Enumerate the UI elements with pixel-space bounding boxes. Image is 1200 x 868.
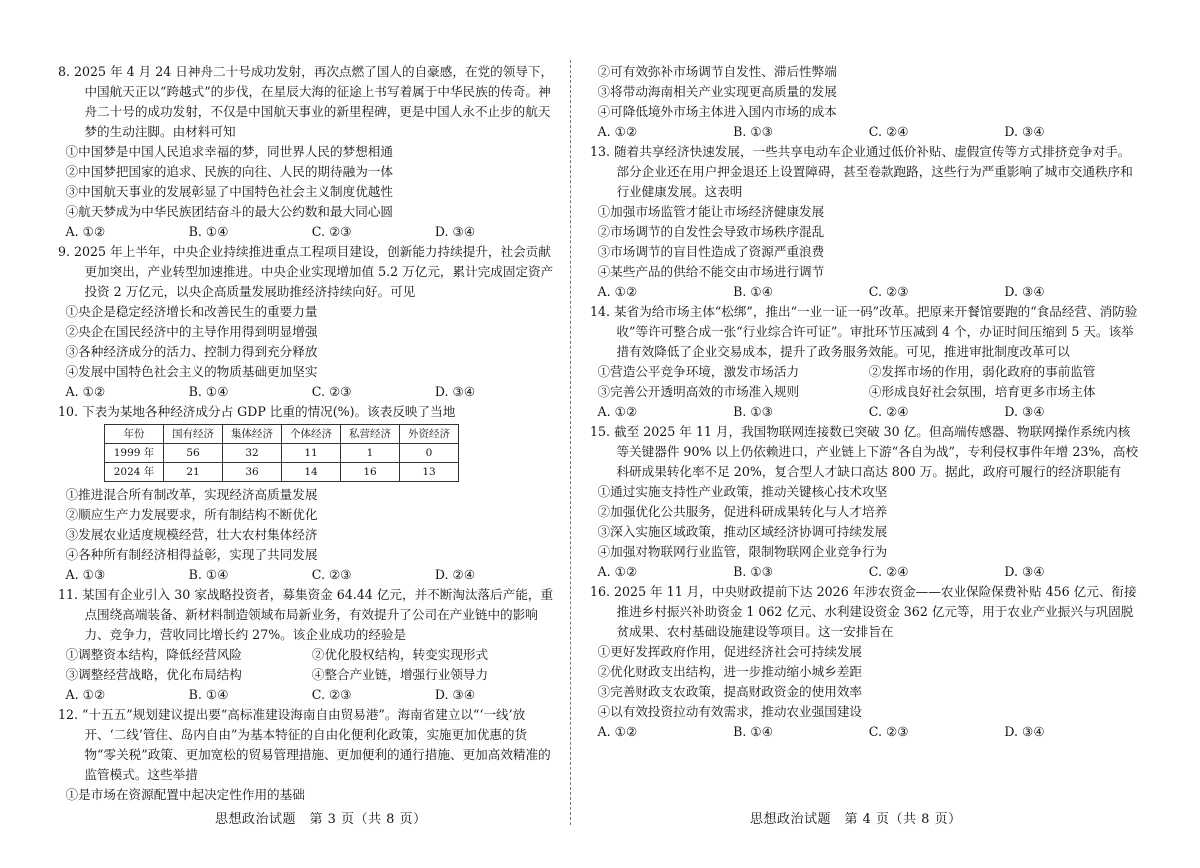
q11-answer-d: D. ③④ — [434, 687, 476, 702]
q15-option-4: ④加强对物联网行业监管，限制物联网企业竞争行为 — [597, 544, 888, 559]
q8-answer-a: A. ①② — [65, 224, 106, 239]
q13-option-3: ③市场调节的盲目性造成了资源严重浪费 — [597, 244, 825, 259]
q12-answer-c: C. ②④ — [868, 124, 909, 139]
q13-option-2: ②市场调节的自发性会导致市场秩序混乱 — [597, 224, 825, 239]
q10-option-1: ①推进混合所有制改革，实现经济高质量发展 — [65, 487, 318, 502]
q11-option-2: ②优化股权结构，转变实现形式 — [311, 647, 489, 662]
q11-answer-a: A. ①② — [65, 687, 106, 702]
q8-answer-b: B. ①④ — [188, 224, 229, 239]
q12-option-3: ③将带动海南相关产业实现更高质量的发展 — [597, 84, 837, 99]
table-header-row — [105, 425, 459, 444]
table-cell: 0 — [400, 444, 459, 463]
q16-answer-d: D. ③④ — [1004, 724, 1045, 739]
q16-option-4: ④以有效投资拉动有效需求，推动农业强国建设 — [597, 704, 863, 719]
q13-option-4: ④某些产品的供给不能交由市场进行调节 — [597, 264, 825, 279]
table-cell: 21 — [164, 463, 223, 482]
q9-option-1: ①央企是稳定经济增长和改善民生的重要力量 — [65, 304, 318, 319]
q15-answer-d: D. ③④ — [1004, 564, 1045, 579]
q13-answer-d: D. ③④ — [1004, 284, 1045, 299]
table-cell: 2024 年 — [105, 463, 164, 482]
question-10-stem: 10. 下表为某地各种经济成分占 GDP 比重的情况(%)。该表反映了当地 — [58, 404, 456, 419]
table-cell: 13 — [400, 463, 459, 482]
q12-option-4: ④可降低境外市场主体进入国内市场的成本 — [597, 104, 837, 119]
q14-option-4: ④形成良好社会氛围，培育更多市场主体 — [868, 384, 1096, 399]
q16-answers — [590, 722, 1140, 742]
table-header-cell: 外资经济 — [400, 425, 459, 444]
q10-option-4: ④各种所有制经济相得益彰，实现了共同发展 — [65, 547, 318, 562]
q15-option-3: ③深入实施区域政策，推动区域经济协调可持续发展 — [597, 524, 888, 539]
q10-answer-a: A. ①③ — [65, 567, 106, 582]
q15-option-1: ①通过实施支持性产业政策，推动关键核心技术攻坚 — [597, 484, 888, 499]
table-cell: 14 — [282, 463, 341, 482]
q14-option-1: ①营造公平竞争环境，激发市场活力 — [597, 364, 800, 379]
q12-answers — [590, 122, 1140, 142]
table-header-cell: 私营经济 — [341, 425, 400, 444]
table-header-cell: 集体经济 — [223, 425, 282, 444]
table-header-cell: 个体经济 — [282, 425, 341, 444]
q9-answers — [58, 382, 558, 402]
question-9-stem: 9. 2025 年上半年，中央企业持续推进重点工程项目建设，创新能力持续提升，社会贡献更加突出，产业转型加速推进。中央企业实现增加值 5.2 万亿元，累计完成固定资产投资 2 万亿元，以央企高质量发展助推经济持续向好。可见 — [58, 244, 554, 299]
q15-answers — [590, 562, 1140, 582]
q14-answer-a: A. ①② — [597, 404, 638, 419]
q13-answer-c: C. ②③ — [868, 284, 909, 299]
question-13-stem: 13. 随着共享经济快速发展，一些共享电动车企业通过低价补贴、虚假宣传等方式排挤竞争对手。部分企业还在用户押金退还上设置障碍，甚至卷款跑路，这些行为严重影响了城市交通秩序和行业健康发展。这表明 — [590, 144, 1133, 199]
q8-answer-d: D. ③④ — [434, 224, 476, 239]
q16-answer-a: A. ①② — [597, 724, 638, 739]
table-cell: 56 — [164, 444, 223, 463]
table-row — [105, 463, 459, 482]
q14-options-row-2 — [590, 382, 1140, 402]
question-12-stem: 12. “十五五”规划建议提出要“高标准建设海南自由贸易港”。海南省建立以“‘一线’放开、‘二线’管住、岛内自由”为基本特征的自由化便利化政策，实施更加优惠的货物“零关税”政策、更加宽松的贸易管理措施、更加便利的通行措施、更加高效精准的监管模式。这些举措 — [58, 707, 551, 782]
q15-option-2: ②加强优化公共服务，促进科研成果转化与人才培养 — [597, 504, 888, 519]
table-cell: 16 — [341, 463, 400, 482]
q8-answer-c: C. ②③ — [311, 224, 352, 239]
q11-answer-b: B. ①④ — [188, 687, 229, 702]
q12-option-1: ①是市场在资源配置中起决定性作用的基础 — [65, 787, 305, 802]
question-15-stem: 15. 截至 2025 年 11 月，我国物联网连接数已突破 30 亿。但高端传感器、物联网操作系统内核等关键器件 90% 以上仍依赖进口，产业链上下游“各自为战”，专利侵权事件年增 23%，高校科研成果转化率不足 20%，复合型人才缺口高达 800 万。据此，政府可履行的经济职能有 — [590, 424, 1139, 479]
table-cell: 11 — [282, 444, 341, 463]
q10-answer-d: D. ②④ — [434, 567, 476, 582]
question-11-stem: 11. 某国有企业引入 30 家战略投资者，募集资金 64.44 亿元，并不断淘汰落后产能，重点围绕高端装备、新材料制造领域布局新业务，有效提升了公司在产业链中的影响力、竞争力，营收同比增长约 27%。该企业成功的经验是 — [58, 587, 554, 642]
gdp-share-table — [104, 424, 459, 482]
q14-answers — [590, 402, 1140, 422]
q10-option-3: ③发展农业适度规模经营，壮大农村集体经济 — [65, 527, 318, 542]
q10-answer-c: C. ②③ — [311, 567, 352, 582]
q11-options-row-2 — [58, 665, 558, 685]
table-cell: 32 — [223, 444, 282, 463]
q11-options-row-1 — [58, 645, 558, 665]
q14-option-3: ③完善公开透明高效的市场准入规则 — [597, 384, 800, 399]
q14-options-row-1 — [590, 362, 1140, 382]
q14-answer-d: D. ③④ — [1004, 404, 1045, 419]
q9-option-3: ③各种经济成分的活力、控制力得到充分释放 — [65, 344, 318, 359]
q11-option-1: ①调整资本结构，降低经营风险 — [65, 647, 242, 662]
table-cell: 36 — [223, 463, 282, 482]
q14-option-2: ②发挥市场的作用，弱化政府的事前监管 — [868, 364, 1096, 379]
question-8-stem: 8. 2025 年 4 月 24 日神舟二十号成功发射，再次点燃了国人的自豪感，在党的领导下，中国航天正以“跨越式”的步伐，在星辰大海的征途上书写着属于中华民族的传奇。神舟二十号的成功发射，不仅是中国航天事业的新里程碑，更是中国人永不止步的航天梦的生动注脚。由材料可知 — [58, 64, 554, 139]
q13-answer-a: A. ①② — [597, 284, 638, 299]
q9-answer-d: D. ③④ — [434, 384, 476, 399]
right-column — [590, 62, 1140, 742]
q12-answer-d: D. ③④ — [1004, 124, 1045, 139]
q15-answer-b: B. ①③ — [733, 564, 773, 579]
q15-answer-c: C. ②④ — [868, 564, 909, 579]
q15-answer-a: A. ①② — [597, 564, 638, 579]
q14-answer-c: C. ②④ — [868, 404, 909, 419]
q10-answers — [58, 565, 558, 585]
table-header-cell: 国有经济 — [164, 425, 223, 444]
q13-answer-b: B. ①④ — [733, 284, 773, 299]
q13-answers — [590, 282, 1140, 302]
q8-option-4: ④航天梦成为中华民族团结奋斗的最大公约数和最大同心圆 — [65, 204, 393, 219]
q11-answer-c: C. ②③ — [311, 687, 352, 702]
q10-answer-b: B. ①④ — [188, 567, 229, 582]
q10-option-2: ②顺应生产力发展要求，所有制结构不断优化 — [65, 507, 318, 522]
q9-answer-a: A. ①② — [65, 384, 106, 399]
q12-option-2: ②可有效弥补市场调节自发性、滞后性弊端 — [597, 64, 837, 79]
page-footer-left: 思想政治试题 第 3 页（共 8 页） — [215, 812, 427, 827]
q11-option-3: ③调整经营战略，优化布局结构 — [65, 667, 242, 682]
q14-answer-b: B. ①③ — [733, 404, 773, 419]
table-cell: 1999 年 — [105, 444, 164, 463]
q16-option-2: ②优化财政支出结构，进一步推动缩小城乡差距 — [597, 664, 863, 679]
column-divider — [570, 60, 571, 825]
q16-option-3: ③完善财政支农政策，提高财政资金的使用效率 — [597, 684, 863, 699]
question-14-stem: 14. 某省为给市场主体“松绑”，推出“一业一证一码”改革。把原来开餐馆要跑的“食品经营、消防验收”等许可整合成一张“行业综合许可证”。审批环节压减到 4 个，办证时间压缩到 5 天。该举措有效降低了企业交易成本，提升了政务服务效能。可见，推进审批制度改革可以 — [590, 304, 1138, 359]
q16-answer-b: B. ①④ — [733, 724, 773, 739]
table-cell: 1 — [341, 444, 400, 463]
q8-option-3: ③中国航天事业的发展彰显了中国特色社会主义制度优越性 — [65, 184, 393, 199]
q16-answer-c: C. ②③ — [868, 724, 909, 739]
q13-option-1: ①加强市场监管才能让市场经济健康发展 — [597, 204, 825, 219]
left-column — [58, 62, 558, 805]
table-header-cell: 年份 — [105, 425, 164, 444]
q12-answer-a: A. ①② — [597, 124, 638, 139]
q11-option-4: ④整合产业链，增强行业领导力 — [311, 667, 489, 682]
q11-answers — [58, 685, 558, 705]
q8-option-2: ②中国梦把国家的追求、民族的向往、人民的期待融为一体 — [65, 164, 393, 179]
q9-option-2: ②央企在国民经济中的主导作用得到明显增强 — [65, 324, 318, 339]
question-16-stem: 16. 2025 年 11 月，中央财政提前下达 2026 年涉农资金——农业保险保费补贴 456 亿元、衔接推进乡村振兴补助资金 1 062 亿元、水利建设资金 362 亿元等，用于农业产业振兴与巩固脱贫成果、农村基础设施建设等项目。这一安排旨在 — [590, 584, 1137, 639]
page-footer-right: 思想政治试题 第 4 页（共 8 页） — [750, 812, 962, 827]
q12-answer-b: B. ①③ — [733, 124, 773, 139]
q8-option-1: ①中国梦是中国人民追求幸福的梦，同世界人民的梦想相通 — [65, 144, 393, 159]
q9-option-4: ④发展中国特色社会主义的物质基础更加坚实 — [65, 364, 318, 379]
q16-option-1: ①更好发挥政府作用，促进经济社会可持续发展 — [597, 644, 863, 659]
table-row — [105, 444, 459, 463]
q9-answer-b: B. ①④ — [188, 384, 229, 399]
q8-answers — [58, 222, 558, 242]
q9-answer-c: C. ②③ — [311, 384, 352, 399]
